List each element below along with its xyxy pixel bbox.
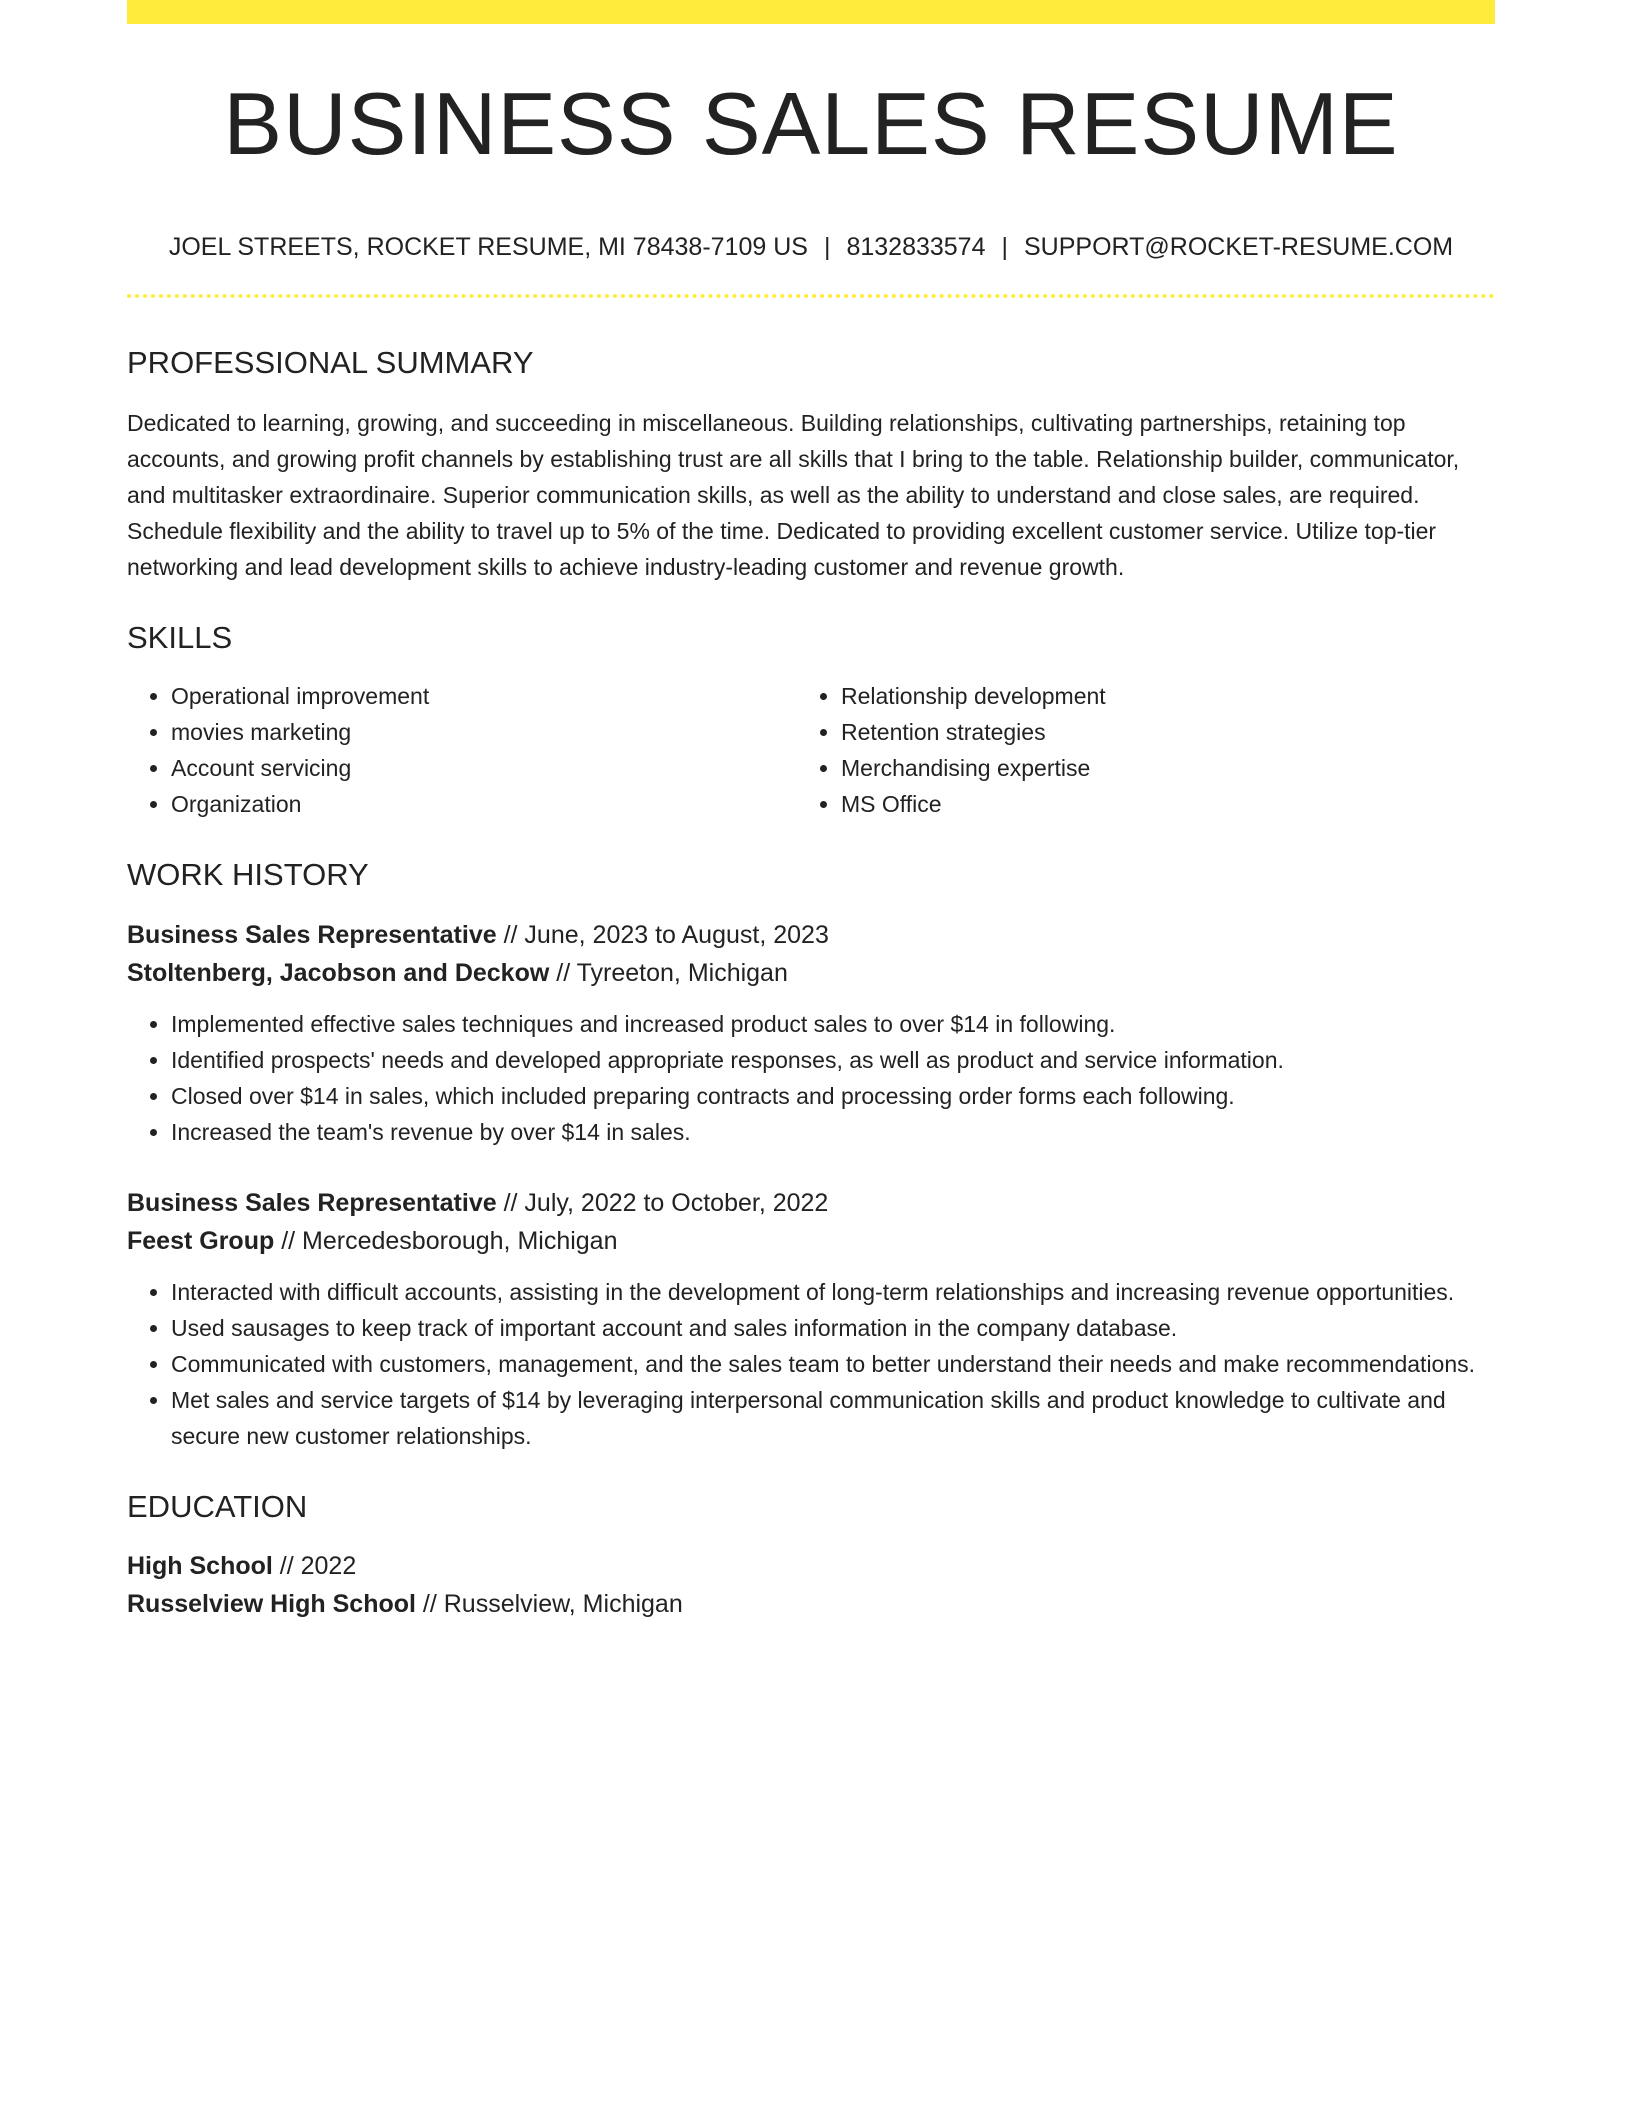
resume-page: [127, 0, 1495, 1623]
skill-item: • Merchandising expertise: [841, 750, 1495, 786]
job-company: Feest Group: [127, 1226, 275, 1255]
header-divider: [127, 294, 1495, 298]
skill-item: • MS Office: [841, 786, 1495, 822]
job-location: // Tyreeton, Michigan: [556, 958, 788, 987]
skills-heading: SKILLS: [127, 620, 233, 656]
skill-item: • Retention strategies: [841, 714, 1495, 750]
skill-item: • movies marketing: [171, 714, 811, 750]
contact-email: SUPPORT@ROCKET-RESUME.COM: [1024, 233, 1454, 261]
education-degree-line: [127, 1547, 1495, 1585]
education-school-line: [127, 1585, 1495, 1623]
job-bullet: • Increased the team's revenue by over $14 in sales.: [171, 1114, 1495, 1150]
education-entry: [127, 1547, 1495, 1623]
education-degree: High School: [127, 1551, 273, 1580]
job-entry: [127, 1184, 1495, 1454]
contact-address: JOEL STREETS, ROCKET RESUME, MI 78438-7109 US: [168, 233, 808, 261]
job-title-line: [127, 916, 1495, 954]
job-dates: // June, 2023 to August, 2023: [503, 920, 829, 949]
skill-item: • Operational improvement: [171, 678, 811, 714]
job-bullet: • Used sausages to keep track of important account and sales information in the company database.: [171, 1310, 1495, 1346]
skill-item: • Account servicing: [171, 750, 811, 786]
education-year: // 2022: [279, 1551, 357, 1580]
job-bullets: [127, 1274, 1495, 1454]
job-title: Business Sales Representative: [127, 920, 497, 949]
job-bullet: • Closed over $14 in sales, which included preparing contracts and processing order forms each following.: [171, 1078, 1495, 1114]
job-company-line: [127, 954, 1495, 992]
contact-separator: |: [1001, 233, 1008, 261]
summary-heading: PROFESSIONAL SUMMARY: [127, 345, 534, 380]
work-history-heading: WORK HISTORY: [127, 857, 369, 893]
job-bullet: • Met sales and service targets of $14 by leveraging interpersonal communication skills and product knowledge to cultivate and secure new customer relationships.: [171, 1382, 1495, 1454]
skills-grid: [127, 678, 1495, 822]
contact-phone: 8132833574: [846, 233, 986, 261]
job-company-line: [127, 1222, 1495, 1260]
education-school: Russelview High School: [127, 1589, 416, 1618]
education-location: // Russelview, Michigan: [422, 1589, 683, 1618]
contact-separator: |: [823, 233, 831, 261]
job-title-line: [127, 1184, 1495, 1222]
skill-item: • Organization: [171, 786, 811, 822]
job-location: // Mercedesborough, Michigan: [281, 1226, 618, 1255]
job-company: Stoltenberg, Jacobson and Deckow: [127, 958, 550, 987]
job-title: Business Sales Representative: [127, 1188, 497, 1217]
job-bullets: [127, 1006, 1495, 1150]
job-bullet: • Interacted with difficult accounts, assisting in the development of long-term relationships and increasing revenue opportunities.: [171, 1274, 1495, 1310]
skills-column-left: [127, 678, 811, 822]
resume-title: BUSINESS SALES RESUME: [223, 74, 1399, 173]
contact-line: [127, 232, 1495, 262]
top-accent-bar: [127, 0, 1495, 24]
skill-item: • Relationship development: [841, 678, 1495, 714]
education-heading: EDUCATION: [127, 1488, 308, 1524]
job-bullet: • Communicated with customers, management, and the sales team to better understand their needs and make recommendations.: [171, 1346, 1495, 1382]
skills-column-right: [811, 678, 1495, 822]
summary-text: Dedicated to learning, growing, and succeeding in miscellaneous. Building relationships, cultivating partnerships, retaining top accounts, and growing profit channels by establishing trust are all skills that I bring to the table. Relationship builder, communicator, and multitasker extraordinaire. Superior communication skills, as well as the ability to understand and close sales, are required. Schedule flexibility and the ability to travel up to 5% of the time. Dedicated to providing excellent customer service. Utilize top-tier networking and lead development skills to achieve industry-leading customer and revenue growth.: [127, 410, 1460, 581]
job-entry: [127, 916, 1495, 1150]
job-dates: // July, 2022 to October, 2022: [503, 1188, 829, 1217]
job-bullet: • Identified prospects' needs and developed appropriate responses, as well as product and service information.: [171, 1042, 1495, 1078]
job-bullet: • Implemented effective sales techniques and increased product sales to over $14 in following.: [171, 1006, 1495, 1042]
